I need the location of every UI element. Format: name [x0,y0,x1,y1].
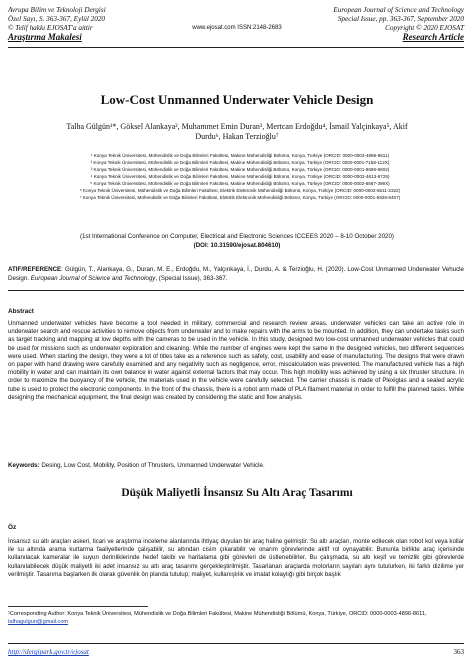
citation-block [8,265,464,283]
affiliation-item: ⁴ Konya Teknik Üniversitesi, Mühendislik ve Doğa Bilimleri Fakültesi, Makine Mühendisliği Bölümü, Konya, Türkiye (ORCID: 0000-0003-4613-8729) [90,174,390,179]
citation-text: : Gülgün, T., Alankaya, G., Duran, M. E., Erdoğdu, M., Yalçınkaya, İ., Durdu, A. & Terzioğlu, H. (2020). Low-Cost Unmanned Underwater Vehucle Design. [8,266,464,282]
abstract-body: Unmanned underwater vehicles have become a tool needed in military, commercial and research review areas. underwater vehicles can take an active role in underwater search and rescue activities to remove objects from underwater and to make repairs with the arms to be mounted. In addition, they can undertake tasks such as target tracking and mapping at low depths with the cameras to be used in the vehicle. In this study, designed two low-cost unmanned underwater vehicles that could be used for missions such as underwater exploration and cleaning. While the number of engines were kept the same in the designed vehicles, two different sequences were used. When starting the design, they were a lot of titles take as a reference such as safety, cost, usability and ease of manufacturing. The designs that were drawn on paper with hand drawing were carefully examined and any negativity such as negligence, error, miscalculation was prevented. The manufactured vehicle has a high mobility in water and can maintain its own balance in water against external factors that may occur. This high mobility was achieved by using a six thruster structure. In order to maximize the buoyancy of the vehicle, the materials used in the vehicle were carefully selected. The carrier chassis is made of Plexiglas and a sealed acrylic tube is used to protect the electronic components. In the front of the chassis, there is a robot arm made of PLA filament material in order to fulfill the planned tasks. While designing the mechanical equipment, the final design was created by considering the static and flow analysis. [8,320,464,401]
author-list [30,122,444,142]
paper-title: Low-Cost Unmanned Underwater Vehicle Design [100,92,374,107]
keywords-text: Desing, Low Cost, Mobility, Position of Thrusters, Unmanned Underwater Vehicle. [39,462,265,469]
author-line-1: Talha Gülgün¹*, Göksel Alankaya², Muhammet Emin Duran³, Mertcan Erdoğdu⁴, İsmail Yalçinkaya⁵, Akif [66,122,408,131]
journal-name-tr: Avrupa Bilim ve Teknoloji Dergisi [8,6,106,14]
abstract-heading: Abstract [8,308,34,315]
affiliation-item: ³ Konya Teknik Üniversitesi, Mühendislik ve Doğa Bilimleri Fakültesi, Makine Mühendisliği Bölümü, Konya, Türkiye (ORCID: 0000-0001-9686-8602) [90,167,390,172]
affiliation-list [30,152,450,201]
affiliation-item: ⁷ Konya Teknik Üniversitesi, Mühendislik ve Doğa Bilimleri Fakültesi, Elektrik Elektronik Mühendisliği Bölümü, Konya, Türkiye (ORCID: 0000-0001-5928-8457) [79,195,401,200]
conference-info [20,232,454,250]
issue-info-en: Special Issue, pp. 363-367, September 2020 [337,15,464,23]
copyright-en: Copyright © 2020 EJOSAT [385,24,464,32]
footer-divider [8,643,464,644]
affiliation-item: ² Konya Teknik Üniversitesi, Mühendislik ve Doğa Bilimleri Fakültesi, Makine Mühendisliği Bölümü, Konya, Türkiye (ORCID: 0000-0001-7158-112X) [90,160,390,165]
doi-text: (DOI: 10.31590/ejosat.804610) [193,242,281,249]
affiliation-item: ¹ Konya Teknik Üniversitesi, Mühendislik ve Doğa Bilimleri Fakültesi, Makine Mühendisliği Bölümü, Konya, Türkiye (ORCID: 0000-0003-4896-8611) [90,153,390,158]
issue-info-tr: Özel Sayı, S. 363-367, Eylül 2020 [8,15,106,23]
copyright-tr: © Telif hakkı EJOSAT'a aittir [8,24,93,32]
header-left [8,6,208,42]
affiliation-item: ⁶ Konya Teknik Üniversitesi, Mühendislik ve Doğa Bilimleri Fakültesi, Elektrik Elektronik Mühendisliği Bölümü, Konya, Türkiye (ORCID: 0000-0002-5611-2322) [79,188,401,193]
citation-journal: European Journal of Science and Technology [30,275,156,282]
header-divider [8,47,464,48]
footnote-text: ¹Corresponding Author: Konya Teknik Üniversitesi, Mühendislik ve Doğa Bilimleri Fakültesi, Makine Mühendisliği Bölümü, Konya, Türkiye, ORCID: 0000-0003-4896-8611, [8,611,427,617]
header-right [244,6,464,42]
turkish-title: Düşük Maliyetli İnsansız Su Altı Araç Tasarımı [121,487,353,499]
oz-body: İnsansız su altı araçları askeri, ticari ve araştırma inceleme alanlarında ihtiyaç duyulan bir araç haline gelmiştir. Su altı araçları, monte edilecek olan robot kol veya kollar ile su altında arama kurtarma faaliyetlerinde çalışabilir, su altından cisim çıkarabilir ve onarım görevlerinde aktif rol oynayabilir. Bununla birlikte araç içerisinde kullanılacak kameralar ile suyun derinliklerinde hedef takibi ve haritalama gibi görevleri de üstlenebilirler. Bu çalışmada, su altı keşif ve temizlik gibi görevlerde kullanılabilecek düşük maliyetli iki adet insansız su altı araç tasarımı gerçekleştirilmiştir. Tasarlanan araçlarda motorların sayıları aynı tutulurken, iki farklı dizilime yer verilmiştir. Tasarıma başlarken ilk olarak güvenlik ön planda tutulup; maliyet, kullanışlılık ve imalat kolaylığı gibi birçok başlık [8,538,464,578]
page-number: 363 [453,648,464,656]
corresponding-author-footnote [8,610,464,626]
citation-tail: , (Special Issue), 363-367. [155,275,228,282]
oz-heading: Öz [8,524,17,531]
keywords-label: Keywords: [8,462,40,469]
author-email-link[interactable]: talhagulgun@gmail.com [8,619,69,625]
journal-url-link[interactable]: http://dergipark.gov.tr/ejosat [8,648,89,656]
journal-name-en: European Journal of Science and Technology [333,6,464,14]
article-type-tr: Araştırma Makalesi [8,32,82,42]
article-type-en: Research Article [402,32,464,42]
keywords [8,462,464,469]
citation-label: ATIF/REFERENCE [8,266,62,273]
affiliation-item: ⁵ Konya Teknik Üniversitesi, Mühendislik ve Doğa Bilimleri Fakültesi, Makine Mühendisliği Bölümü, Konya, Türkiye (ORCID: 0000-0002-6567-399X) [90,181,390,186]
journal-website-issn: www.ejosat.com ISSN:2148-2683 [192,25,282,31]
author-line-2: Durdu⁶, Hakan Terzioğlu⁷ [195,132,279,141]
footnote-divider [8,606,148,607]
abstract-divider [8,290,464,291]
conference-name: (1st International Conference on Computer, Electrical and Electronic Sciences ICCEES 2020 – 8-10 October 2020) [79,233,394,240]
